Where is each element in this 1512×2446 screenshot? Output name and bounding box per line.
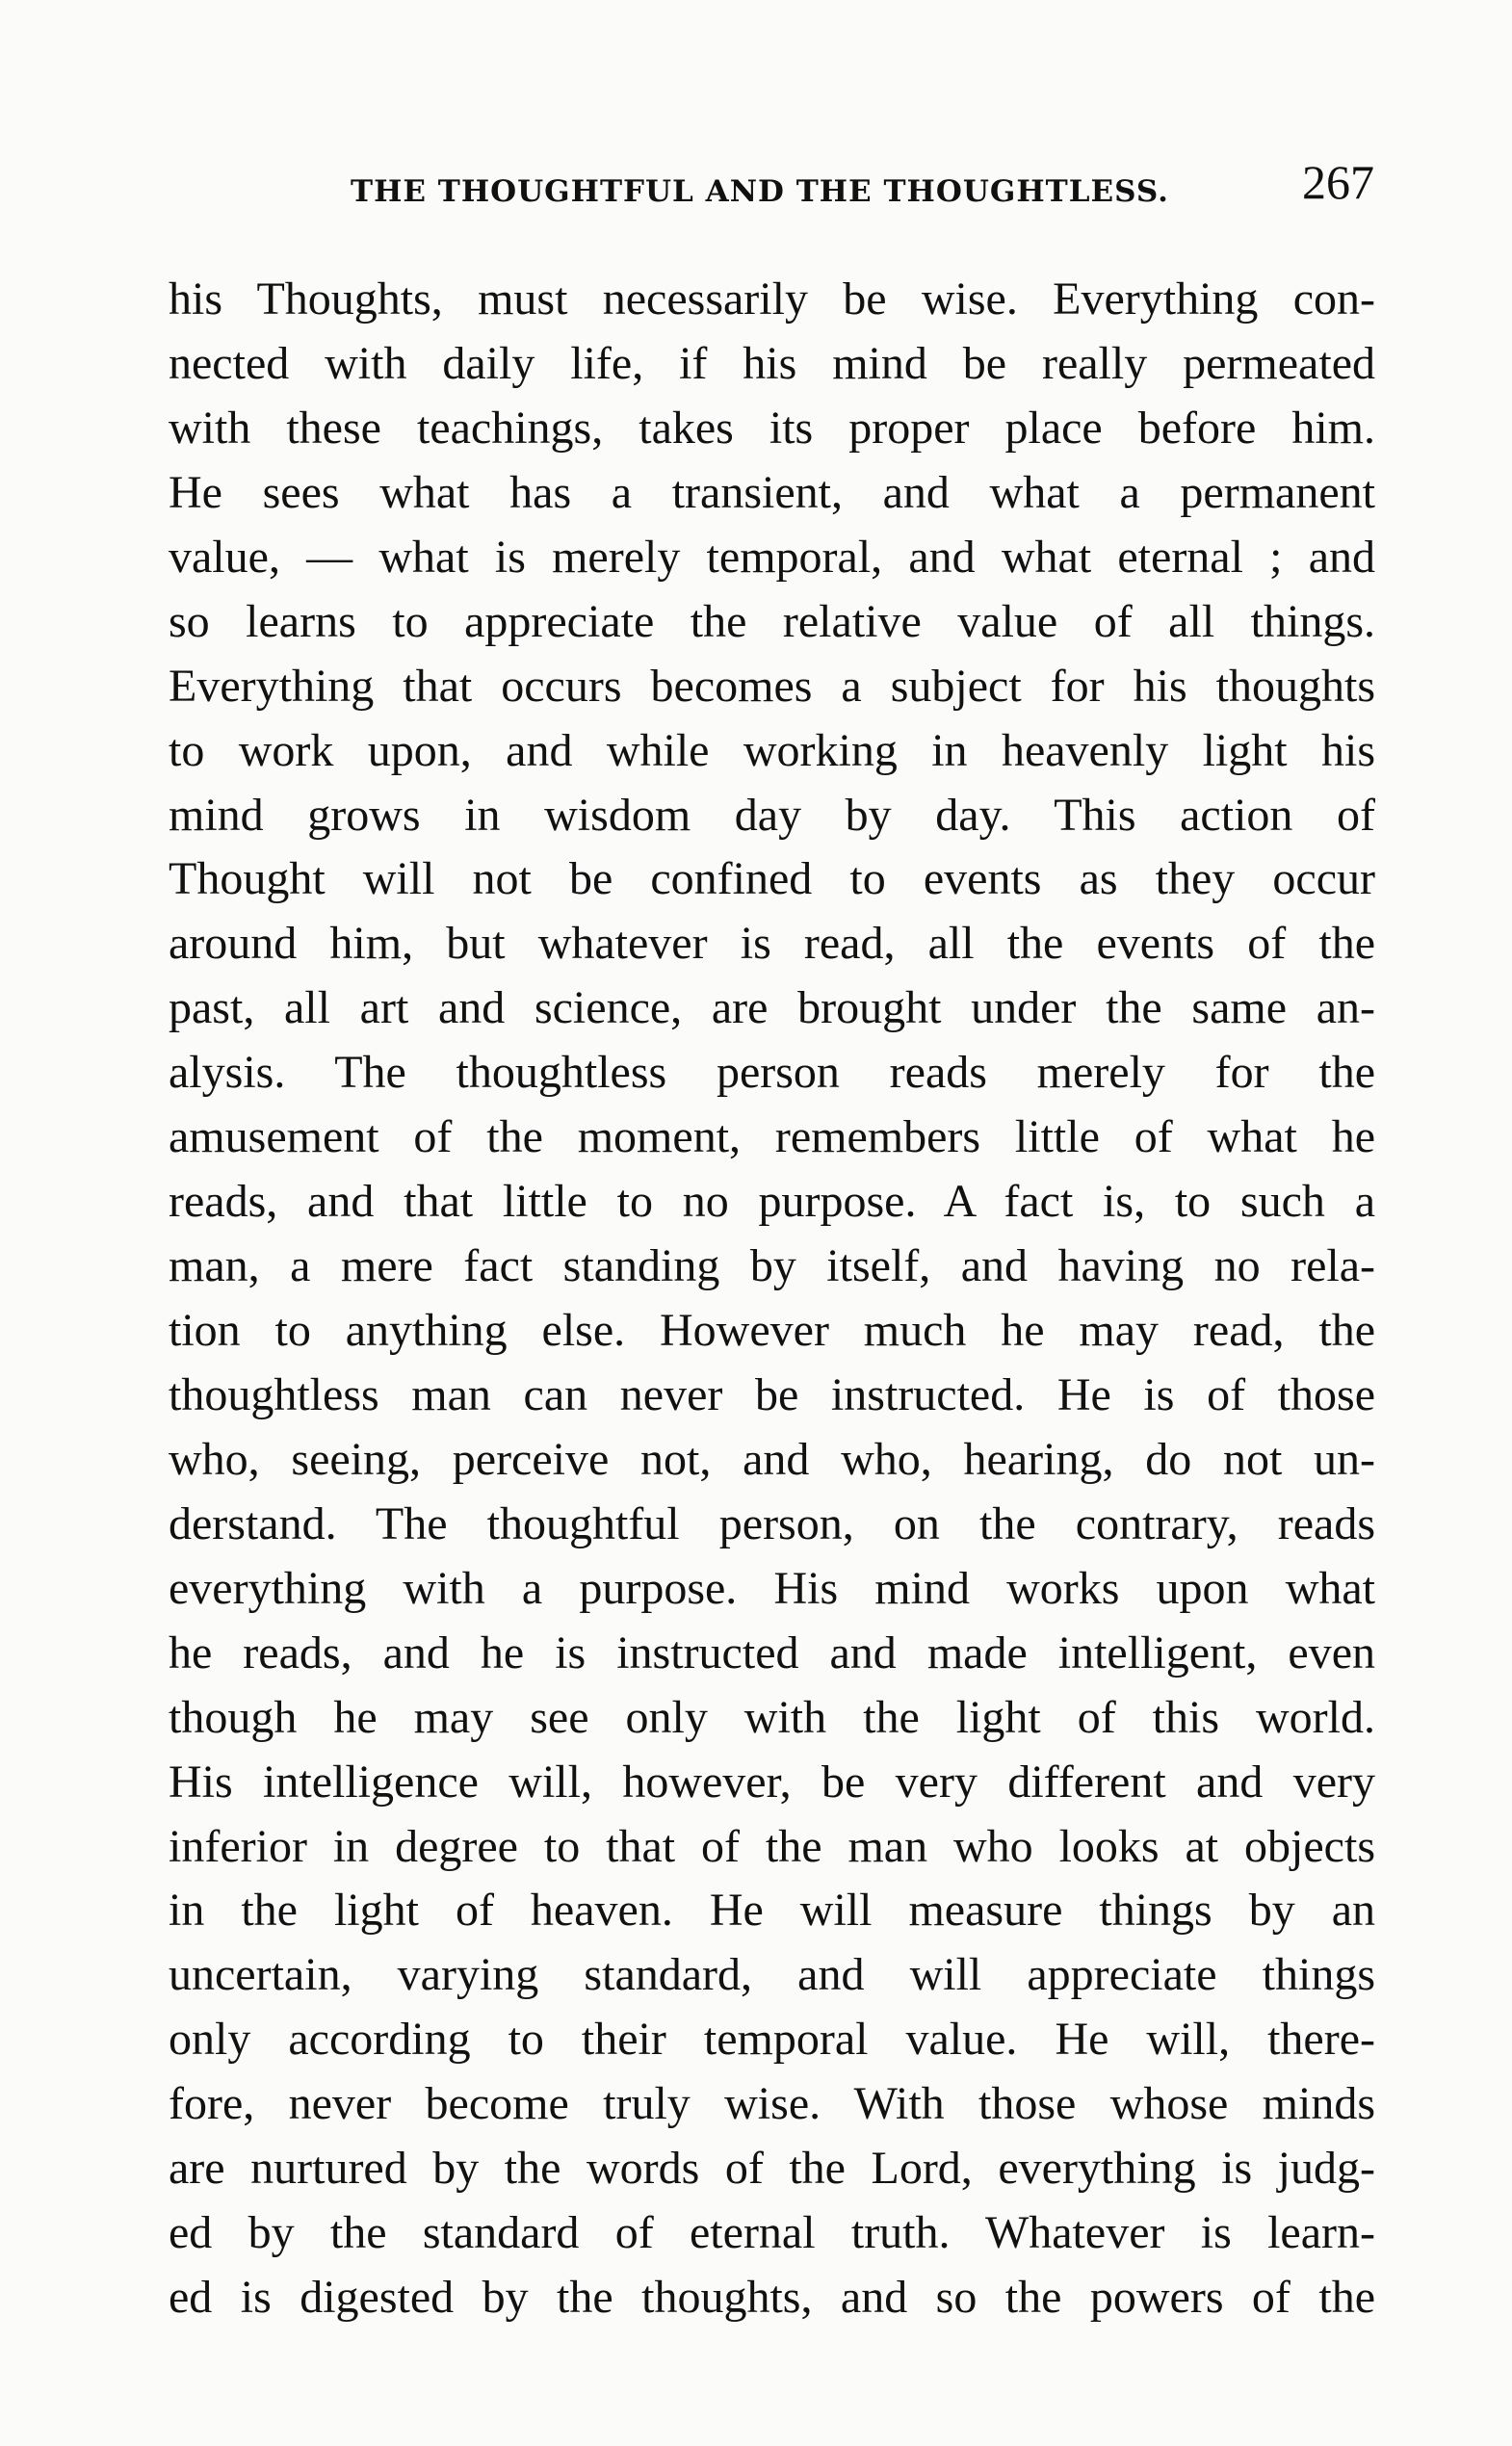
- text-line: mind grows in wisdom day by day. This action of: [169, 789, 1375, 841]
- body-text: [169, 268, 1375, 2330]
- text-line: thoughtless man can never be instructed. He is of those: [169, 1368, 1375, 1420]
- text-line: everything with a purpose. His mind works upon what: [169, 1562, 1375, 1614]
- text-line: are nurtured by the words of the Lord, everything is judg-: [169, 2143, 1375, 2195]
- text-line: derstand. The thoughtful person, on the contrary, reads: [169, 1497, 1375, 1549]
- text-line: he reads, and he is instructed and made intelligent, even: [169, 1626, 1375, 1678]
- text-line: Thought will not be confined to events as they occur: [169, 853, 1375, 905]
- text-line: who, seeing, perceive not, and who, hearing, do not un-: [169, 1433, 1375, 1485]
- text-line: reads, and that little to no purpose. A fact is, to such a: [169, 1176, 1375, 1228]
- text-line: around him, but whatever is read, all the events of the: [169, 918, 1375, 970]
- text-line: nected with daily life, if his mind be really permeated: [169, 337, 1375, 389]
- text-line: in the light of heaven. He will measure things by an: [169, 1885, 1375, 1937]
- text-line: fore, never become truly wise. With those whose minds: [169, 2078, 1375, 2130]
- text-line: so learns to appreciate the relative value of all things.: [169, 595, 1375, 647]
- text-line: amusement of the moment, remembers little of what he: [169, 1111, 1375, 1163]
- text-line: Everything that occurs becomes a subject for his thoughts: [169, 660, 1375, 712]
- text-line: alysis. The thoughtless person reads merely for the: [169, 1047, 1375, 1099]
- text-line: uncertain, varying standard, and will appreciate things: [169, 1949, 1375, 2001]
- text-line: man, a mere fact standing by itself, and having no rela-: [169, 1240, 1375, 1292]
- text-line: past, all art and science, are brought under the same an-: [169, 982, 1375, 1034]
- text-line: though he may see only with the light of this world.: [169, 1691, 1375, 1743]
- text-line: inferior in degree to that of the man who looks at objects: [169, 1820, 1375, 1872]
- text-line: He sees what has a transient, and what a permanent: [169, 466, 1375, 518]
- text-line: only according to their temporal value. He will, there-: [169, 2014, 1375, 2066]
- running-title: THE THOUGHTFUL AND THE THOUGHTLESS.: [351, 174, 1169, 209]
- text-line: his Thoughts, must necessarily be wise. Everything con-: [169, 273, 1375, 325]
- text-line: tion to anything else. However much he may read, the: [169, 1305, 1375, 1356]
- text-line: value, — what is merely temporal, and what eternal ; and: [169, 531, 1375, 583]
- page-number: 267: [1302, 155, 1374, 209]
- running-head: [171, 155, 1375, 216]
- text-line: with these teachings, takes its proper place before him.: [169, 402, 1375, 454]
- text-line: His intelligence will, however, be very different and very: [169, 1756, 1375, 1808]
- text-line: ed is digested by the thoughts, and so the powers of the: [169, 2272, 1375, 2324]
- text-line: to work upon, and while working in heavenly light his: [169, 724, 1375, 776]
- text-line: ed by the standard of eternal truth. Whatever is learn-: [169, 2207, 1375, 2259]
